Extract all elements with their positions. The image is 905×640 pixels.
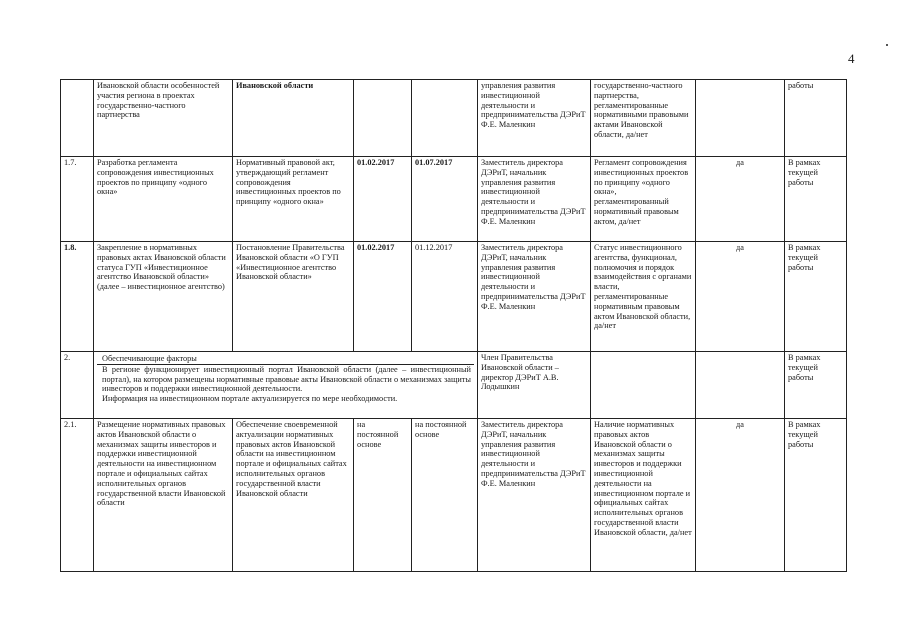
cell-num: 1.8. [61, 242, 94, 352]
section-body-paragraph: В регионе функционирует инвестиционный портал Ивановской области (далее – инвестиционный портал), на котором размещены нормативные правовые акты Ивановской области о механизмах защиты инвесторов и поддержки инвестиционной деятельности. [102, 364, 471, 394]
cell-note: работы [785, 80, 847, 157]
table-row-1-7 [61, 157, 847, 242]
cell-note: В рамках текущей работы [785, 419, 847, 572]
cell-name: Ивановской области особенностей участия региона в проектах государственно-частного партнерства [94, 80, 233, 157]
cell-note: В рамках текущей работы [785, 352, 847, 419]
cell-note: В рамках текущей работы [785, 242, 847, 352]
cell-indicator: государственно-частного партнерства, регламентированные нормативными правовыми актами Ивановской области, да/нет [591, 80, 696, 157]
cell-num: 2.1. [61, 419, 94, 572]
cell-responsible: управления развития инвестиционной деятельности и предпринимательства ДЭРиТ Ф.Е. Маленкин [478, 80, 591, 157]
cell-document: Постановление Правительства Ивановской области «О ГУП «Инвестиционное агентство Ивановской области» [233, 242, 354, 352]
cell-name: Размещение нормативных правовых актов Ивановской области о механизмах защиты инвесторов и поддержки инвестиционной деятельности на инвестиционном портале и официальных сайтах исполнительных органов государственной власти Ивановской области [94, 419, 233, 572]
cell-responsible: Заместитель директора ДЭРиТ, начальник управления развития инвестиционной деятельности и предпринимательства ДЭРиТ Ф.Е. Маленкин [478, 242, 591, 352]
cell-value: да [696, 242, 785, 352]
table-row-1-8 [61, 242, 847, 352]
cell-num: 1.7. [61, 157, 94, 242]
cell-responsible: Заместитель директора ДЭРиТ, начальник управления развития инвестиционной деятельности и предпринимательства ДЭРиТ Ф.Е. Маленкин [478, 157, 591, 242]
section-title: Обеспечивающие факторы [102, 354, 197, 363]
action-plan-table [60, 79, 847, 572]
cell-end [412, 80, 478, 157]
section-body-paragraph: Информация на инвестиционном портале актуализируется по мере необходимости. [102, 394, 398, 404]
page-number: 4 [848, 51, 855, 66]
cell-value [696, 80, 785, 157]
table-row-2 [61, 352, 847, 419]
cell-document: Нормативный правовой акт, утверждающий регламент сопровождения инвестиционных проектов по принципу «одного окна» [233, 157, 354, 242]
cell-indicator: Статус инвестиционного агентства, функционал, полномочия и порядок взаимодействия с органами власти, регламентированные нормативным правовым актом Ивановской области, да/нет [591, 242, 696, 352]
cell-indicator: Наличие нормативных правовых актов Ивановской области о механизмах защиты инвесторов и поддержки инвестиционной деятельности на инвестиционном портале и официальных сайтах исполнительных органов государственной власти Ивановской области, да/нет [591, 419, 696, 572]
cell-num: 2. [61, 352, 94, 419]
scan-dot [886, 44, 888, 46]
cell-name: Разработка регламента сопровождения инвестиционных проектов по принципу «одного окна» [94, 157, 233, 242]
cell-end: 01.07.2017 [412, 157, 478, 242]
table-row-continued [61, 80, 847, 157]
cell-section-description [94, 352, 478, 419]
cell-document: Ивановской области [233, 80, 354, 157]
cell-value [696, 352, 785, 419]
cell-num [61, 80, 94, 157]
cell-value: да [696, 419, 785, 572]
cell-start: 01.02.2017 [354, 157, 412, 242]
cell-end: на постоянной основе [412, 419, 478, 572]
table-row-2-1 [61, 419, 847, 572]
cell-name: Закрепление в нормативных правовых актах Ивановской области статуса ГУП «Инвестиционное агентство Ивановской области» (далее – инвестиционное агентство) [94, 242, 233, 352]
cell-end: 01.12.2017 [412, 242, 478, 352]
cell-start: 01.02.2017 [354, 242, 412, 352]
cell-note: В рамках текущей работы [785, 157, 847, 242]
cell-start: на постоянной основе [354, 419, 412, 572]
cell-indicator [591, 352, 696, 419]
section-body [97, 364, 474, 405]
cell-indicator: Регламент сопровождения инвестиционных проектов по принципу «одного окна», регламентированный нормативный правовым актом, да/нет [591, 157, 696, 242]
cell-responsible: Заместитель директора ДЭРиТ, начальник управления развития инвестиционной деятельности и предпринимательства ДЭРиТ Ф.Е. Маленкин [478, 419, 591, 572]
cell-start [354, 80, 412, 157]
cell-value: да [696, 157, 785, 242]
cell-document: Обеспечение своевременной актуализации нормативных правовых актов Ивановской области на инвестиционном портале и официальных сайтах исполнительных органов государственной власти Ивановской области [233, 419, 354, 572]
cell-responsible: Член Правительства Ивановской области – директор ДЭРиТ А.В. Лодышкин [478, 352, 591, 419]
